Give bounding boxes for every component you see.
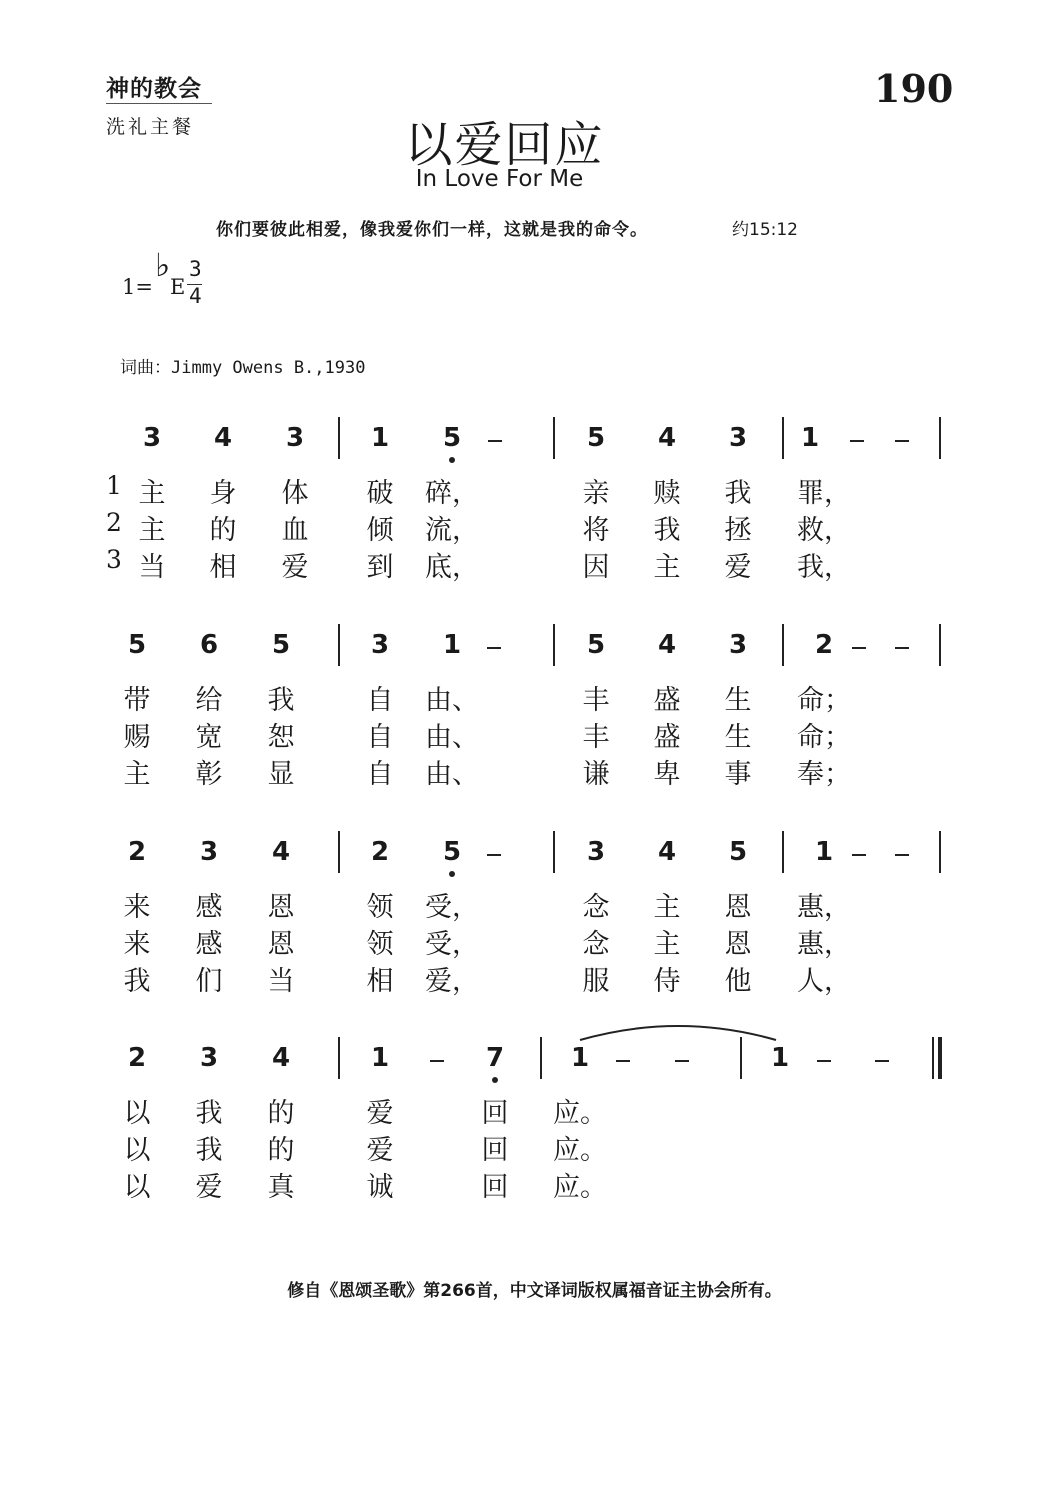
lyric-char: 当	[267, 966, 295, 997]
lyric-char: 我，	[797, 552, 851, 583]
lyric-char: 倾	[366, 515, 394, 546]
duration-dash	[895, 440, 909, 442]
lyric-char: 我	[195, 1135, 223, 1166]
bar-line	[939, 624, 941, 666]
bar-line	[782, 831, 784, 873]
lyric-char: 恩	[724, 892, 752, 923]
lyric-char: 罪，	[797, 478, 851, 509]
lyric-char: 彰	[195, 759, 223, 790]
lyric-char: 体	[281, 478, 309, 509]
bar-line	[540, 1037, 542, 1079]
bar-line	[338, 417, 340, 459]
lyric-char: 的	[209, 515, 237, 546]
lyric-char: 应。	[553, 1098, 607, 1129]
lyric-char: 感	[195, 929, 223, 960]
lyric-char: 们	[195, 966, 223, 997]
note-digit: 1	[570, 1043, 590, 1073]
lyric-char: 到	[366, 552, 394, 583]
lower-octave-dot	[449, 871, 455, 877]
lyric-char: 恕	[267, 722, 295, 753]
lyric-char: 血	[281, 515, 309, 546]
lyric-char: 底，	[425, 552, 479, 583]
note-digit: 5	[127, 630, 147, 660]
verse-number: 2	[106, 508, 122, 537]
note-digit: 3	[199, 1043, 219, 1073]
note-digit: 4	[271, 837, 291, 867]
lyric-char: 恩	[267, 929, 295, 960]
time-signature-denominator: 4	[189, 284, 202, 308]
lyric-char: 爱，	[425, 966, 479, 997]
lyric-char: 丰	[582, 685, 610, 716]
lyric-char: 的	[267, 1098, 295, 1129]
lyric-char: 侍	[653, 966, 681, 997]
scripture-reference: 约15:12	[732, 220, 798, 240]
note-digit: 6	[199, 630, 219, 660]
lyric-char: 主	[653, 552, 681, 583]
lyric-char: 以	[123, 1098, 151, 1129]
lyric-char: 以	[123, 1172, 151, 1203]
key-signature-prefix: 1=	[122, 275, 153, 299]
note-digit: 1	[800, 423, 820, 453]
lyric-char: 恩	[267, 892, 295, 923]
final-bar-thick	[938, 1037, 942, 1079]
lyric-char: 真	[267, 1172, 295, 1203]
bar-line	[338, 831, 340, 873]
lyric-char: 感	[195, 892, 223, 923]
copyright-footer: 修自《恩颂圣歌》第266首，中文译词版权属福音证主协会所有。	[287, 1281, 782, 1301]
lyric-char: 显	[267, 759, 295, 790]
category-divider	[106, 103, 212, 104]
lyric-char: 生	[724, 685, 752, 716]
lyric-char: 他	[724, 966, 752, 997]
note-digit: 5	[586, 423, 606, 453]
note-digit: 7	[485, 1043, 505, 1073]
lyric-char: 爱	[366, 1098, 394, 1129]
duration-dash	[675, 1060, 689, 1062]
lyric-char: 宽	[195, 722, 223, 753]
note-digit: 3	[586, 837, 606, 867]
lyric-char: 自	[366, 722, 394, 753]
lyric-char: 赐	[123, 722, 151, 753]
final-bar-thin	[932, 1037, 934, 1079]
lyric-char: 给	[195, 685, 223, 716]
verse-number: 1	[106, 471, 122, 500]
note-digit: 3	[728, 630, 748, 660]
lyric-char: 来	[123, 892, 151, 923]
lyric-char: 爱	[724, 552, 752, 583]
lyric-char: 盛	[653, 685, 681, 716]
duration-dash	[875, 1060, 889, 1062]
lyric-char: 念	[582, 929, 610, 960]
duration-dash	[852, 647, 866, 649]
lyric-char: 主	[653, 929, 681, 960]
composer-credits: 词曲：Jimmy Owens B.,1930	[120, 358, 366, 378]
lyric-char: 恩	[724, 929, 752, 960]
bar-line	[553, 417, 555, 459]
duration-dash	[895, 647, 909, 649]
note-digit: 3	[728, 423, 748, 453]
note-digit: 3	[285, 423, 305, 453]
note-digit: 1	[370, 1043, 390, 1073]
lyric-char: 我	[653, 515, 681, 546]
lyric-char: 命；	[797, 722, 851, 753]
lyric-char: 自	[366, 759, 394, 790]
note-digit: 4	[213, 423, 233, 453]
note-digit: 1	[370, 423, 390, 453]
lyric-char: 应。	[553, 1135, 607, 1166]
lyric-char: 奉；	[797, 759, 851, 790]
lyric-char: 当	[138, 552, 166, 583]
tie-slur	[578, 1018, 778, 1042]
lyric-char: 主	[138, 478, 166, 509]
bar-line	[939, 417, 941, 459]
hymn-title-english: In Love For Me	[415, 166, 584, 192]
bar-line	[338, 1037, 340, 1079]
duration-dash	[895, 854, 909, 856]
duration-dash	[817, 1060, 831, 1062]
hymn-title-chinese: 以爱回应	[404, 117, 605, 173]
lyric-char: 将	[582, 515, 610, 546]
lyric-char: 来	[123, 929, 151, 960]
lyric-char: 由、	[425, 722, 479, 753]
lyric-char: 主	[653, 892, 681, 923]
lyric-char: 回	[481, 1172, 509, 1203]
note-digit: 1	[770, 1043, 790, 1073]
lyric-char: 回	[481, 1098, 509, 1129]
note-digit: 5	[728, 837, 748, 867]
lyric-char: 因	[582, 552, 610, 583]
lyric-char: 自	[366, 685, 394, 716]
duration-dash	[616, 1060, 630, 1062]
hymnal-subcategory: 洗礼主餐	[106, 116, 195, 138]
bar-line	[553, 831, 555, 873]
note-digit: 5	[442, 837, 462, 867]
lyric-char: 盛	[653, 722, 681, 753]
note-digit: 1	[814, 837, 834, 867]
duration-dash	[487, 854, 501, 856]
lyric-char: 卑	[653, 759, 681, 790]
note-digit: 1	[442, 630, 462, 660]
lyric-char: 我	[267, 685, 295, 716]
note-digit: 5	[271, 630, 291, 660]
lyric-char: 以	[123, 1135, 151, 1166]
lyric-char: 碎，	[425, 478, 479, 509]
bar-line	[338, 624, 340, 666]
lyric-char: 丰	[582, 722, 610, 753]
lyric-char: 受，	[425, 929, 479, 960]
lyric-char: 应。	[553, 1172, 607, 1203]
lyric-char: 相	[209, 552, 237, 583]
lower-octave-dot	[449, 457, 455, 463]
lyric-char: 领	[366, 929, 394, 960]
duration-dash	[850, 440, 864, 442]
lyric-char: 流，	[425, 515, 479, 546]
lyric-char: 惠，	[797, 892, 851, 923]
lyric-char: 念	[582, 892, 610, 923]
lower-octave-dot	[492, 1077, 498, 1083]
hymn-number: 190	[874, 66, 954, 111]
lyric-char: 由、	[425, 685, 479, 716]
lyric-char: 破	[366, 478, 394, 509]
lyric-char: 回	[481, 1135, 509, 1166]
note-digit: 3	[142, 423, 162, 453]
lyric-char: 生	[724, 722, 752, 753]
lyric-char: 惠，	[797, 929, 851, 960]
lyric-char: 主	[123, 759, 151, 790]
hymnal-category: 神的教会	[106, 75, 202, 102]
lyric-char: 服	[582, 966, 610, 997]
duration-dash	[430, 1060, 444, 1062]
lyric-char: 谦	[582, 759, 610, 790]
lyric-char: 领	[366, 892, 394, 923]
key-letter: E	[170, 275, 186, 299]
lyric-char: 拯	[724, 515, 752, 546]
note-digit: 4	[657, 630, 677, 660]
note-digit: 2	[814, 630, 834, 660]
duration-dash	[488, 440, 502, 442]
lyric-char: 命；	[797, 685, 851, 716]
lyric-char: 由、	[425, 759, 479, 790]
lyric-char: 我	[724, 478, 752, 509]
bar-line	[553, 624, 555, 666]
verse-number: 3	[106, 545, 122, 574]
note-digit: 2	[127, 1043, 147, 1073]
lyric-char: 受，	[425, 892, 479, 923]
lyric-char: 事	[724, 759, 752, 790]
duration-dash	[487, 647, 501, 649]
lyric-char: 人，	[797, 966, 851, 997]
note-digit: 4	[657, 837, 677, 867]
note-digit: 2	[370, 837, 390, 867]
lyric-char: 赎	[653, 478, 681, 509]
scripture-epigraph: 你们要彼此相爱，像我爱你们一样，这就是我的命令。	[216, 220, 648, 240]
note-digit: 5	[442, 423, 462, 453]
bar-line	[740, 1037, 742, 1079]
bar-line	[939, 831, 941, 873]
note-digit: 4	[271, 1043, 291, 1073]
lyric-char: 爱	[366, 1135, 394, 1166]
note-digit: 3	[199, 837, 219, 867]
lyric-char: 相	[366, 966, 394, 997]
flat-symbol: ♭	[155, 246, 171, 284]
lyric-char: 的	[267, 1135, 295, 1166]
lyric-char: 爱	[195, 1172, 223, 1203]
lyric-char: 带	[123, 685, 151, 716]
note-digit: 3	[370, 630, 390, 660]
duration-dash	[852, 854, 866, 856]
note-digit: 4	[657, 423, 677, 453]
lyric-char: 主	[138, 515, 166, 546]
lyric-char: 救，	[797, 515, 851, 546]
lyric-char: 爱	[281, 552, 309, 583]
note-digit: 5	[586, 630, 606, 660]
lyric-char: 我	[123, 966, 151, 997]
bar-line	[782, 624, 784, 666]
time-signature-numerator: 3	[189, 257, 202, 281]
lyric-char: 诚	[366, 1172, 394, 1203]
lyric-char: 身	[209, 478, 237, 509]
bar-line	[782, 417, 784, 459]
note-digit: 2	[127, 837, 147, 867]
lyric-char: 亲	[582, 478, 610, 509]
lyric-char: 我	[195, 1098, 223, 1129]
